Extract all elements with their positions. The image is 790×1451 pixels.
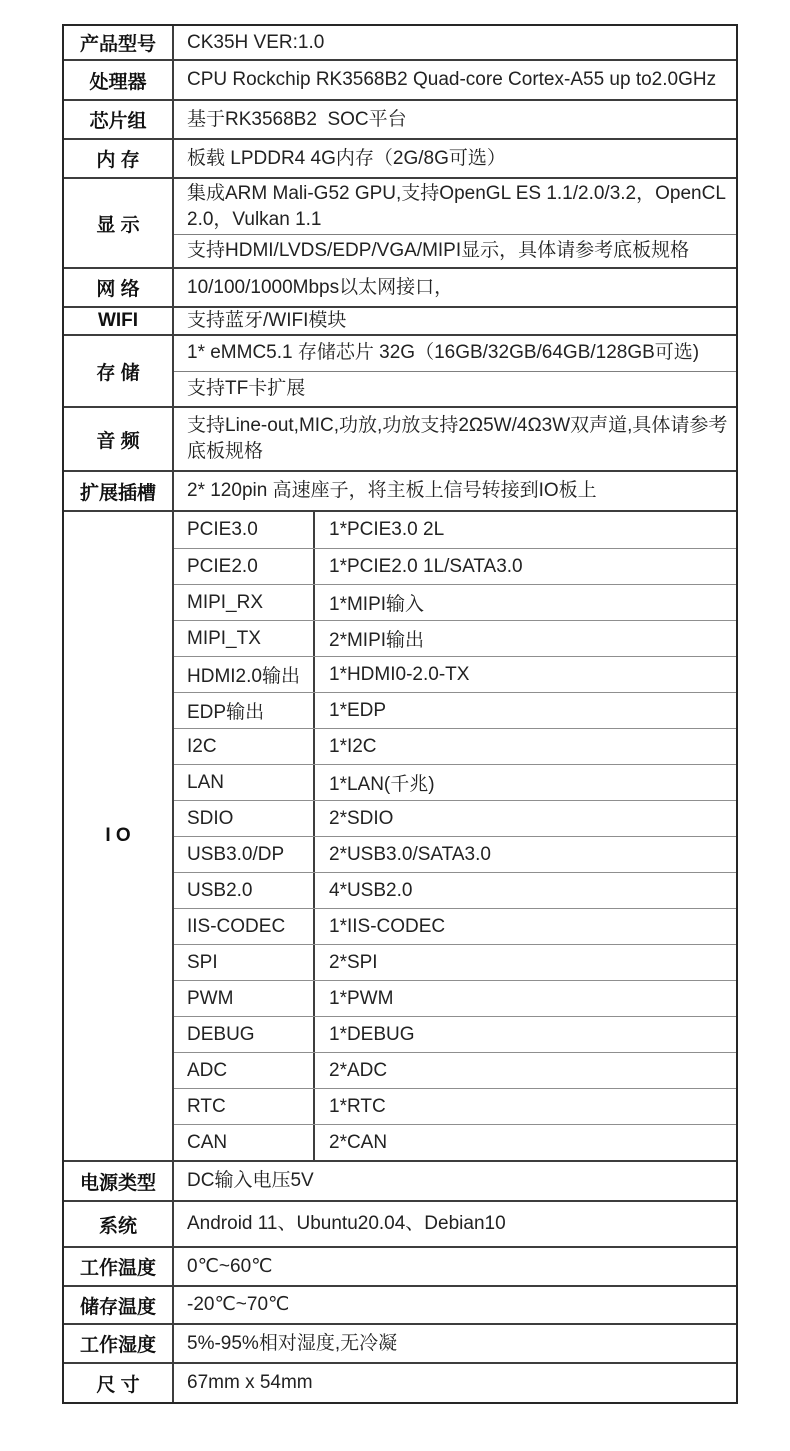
- io-row: [174, 980, 736, 1016]
- storage-subrows: [174, 336, 736, 406]
- row-value: 10/100/1000Mbps以太网接口，: [187, 276, 454, 298]
- io-name: SPI: [174, 945, 315, 980]
- io-subtable: [174, 512, 736, 1160]
- io-value: 2*ADC: [329, 1059, 388, 1081]
- io-name: PCIE3.0: [174, 512, 315, 548]
- io-name: PCIE2.0: [174, 549, 315, 584]
- io-row: [174, 728, 736, 764]
- row-wifi: [64, 306, 736, 334]
- io-name: HDMI2.0输出: [174, 657, 315, 692]
- io-value: 2*MIPI输出: [329, 630, 425, 651]
- storage-tf-value: 支持TF卡扩展: [174, 371, 736, 407]
- io-row: [174, 548, 736, 584]
- io-value: 2*CAN: [329, 1131, 388, 1153]
- row-label: 扩展插槽: [64, 472, 174, 510]
- row-expansion-slot: [64, 470, 736, 510]
- io-value: 1*IIS-CODEC: [329, 915, 446, 937]
- io-row: [174, 764, 736, 800]
- io-row: [174, 656, 736, 692]
- row-value: -20℃~70℃: [187, 1294, 290, 1315]
- row-label: 储存温度: [64, 1287, 174, 1323]
- row-value: CPU Rockchip RK3568B2 Quad-core Cortex-A55 up to2.0GHz: [187, 69, 717, 90]
- row-product-model: [64, 26, 736, 59]
- io-value: 1*HDMI0-2.0-TX: [329, 663, 470, 685]
- row-label: 存 储: [64, 336, 174, 406]
- row-value: 支持蓝牙/WIFI模块: [187, 310, 347, 331]
- row-chipset: [64, 99, 736, 138]
- io-name: IIS-CODEC: [174, 909, 315, 944]
- io-value: 4*USB2.0: [329, 879, 413, 901]
- io-row: [174, 872, 736, 908]
- storage-emmc-value: 1* eMMC5.1 存储芯片 32G（16GB/32GB/64GB/128GB可选): [187, 342, 700, 364]
- io-name: LAN: [174, 765, 315, 800]
- row-label: 电源类型: [64, 1162, 174, 1200]
- row-label: 工作温度: [64, 1248, 174, 1285]
- row-display: [64, 177, 736, 267]
- row-label: 音 频: [64, 408, 174, 470]
- row-io-section: [64, 510, 736, 1160]
- display-subrows: [174, 179, 736, 267]
- io-row: [174, 1016, 736, 1052]
- io-row: [174, 908, 736, 944]
- io-row: [174, 1088, 736, 1124]
- io-row: [174, 584, 736, 620]
- row-operating-temp: [64, 1246, 736, 1285]
- io-name: I2C: [174, 729, 315, 764]
- row-storage: [64, 334, 736, 406]
- display-output-value: 支持HDMI/LVDS/EDP/VGA/MIPI显示，具体请参考底板规格: [174, 234, 736, 267]
- io-row: [174, 800, 736, 836]
- row-label: 芯片组: [64, 101, 174, 138]
- row-label: 尺 寸: [64, 1364, 174, 1402]
- io-row: [174, 836, 736, 872]
- row-processor: [64, 59, 736, 99]
- display-gpu-value: 集成ARM Mali-G52 GPU,支持OpenGL ES 1.1/2.0/3.2，OpenCL 2.0，Vulkan 1.1: [187, 182, 731, 230]
- row-value: 67mm x 54mm: [187, 1372, 313, 1393]
- row-audio: [64, 406, 736, 470]
- row-network: [64, 267, 736, 306]
- io-value: 2*SDIO: [329, 807, 394, 829]
- io-name: CAN: [174, 1125, 315, 1160]
- row-value: 支持Line-out,MIC,功放,功放支持2Ω5W/4Ω3W双声道,具体请参考底板规格: [187, 415, 728, 462]
- io-row: [174, 692, 736, 728]
- spec-table: [62, 24, 738, 1404]
- row-value: 基于RK3568B2 SOC平台: [187, 108, 407, 130]
- io-name: MIPI_TX: [174, 621, 315, 656]
- io-value: 1*DEBUG: [329, 1023, 415, 1045]
- row-dimensions: [64, 1362, 736, 1402]
- io-name: PWM: [174, 981, 315, 1016]
- row-label: 工作湿度: [64, 1325, 174, 1362]
- row-value: 板载 LPDDR4 4G内存（2G/8G可选）: [187, 147, 506, 169]
- io-value: 1*I2C: [329, 735, 377, 757]
- row-value: 5%-95%相对湿度,无冷凝: [187, 1332, 398, 1354]
- io-name: EDP输出: [174, 693, 315, 728]
- io-value: 1*LAN(千兆): [329, 774, 435, 795]
- io-row: [174, 1052, 736, 1088]
- io-row: [174, 944, 736, 980]
- row-label: 产品型号: [64, 26, 174, 59]
- row-label: 系统: [64, 1202, 174, 1246]
- io-value: 2*USB3.0/SATA3.0: [329, 843, 491, 865]
- row-value: DC输入电压5V: [187, 1170, 314, 1191]
- row-label: 处理器: [64, 61, 174, 99]
- io-value: 1*PCIE3.0 2L: [329, 519, 445, 540]
- row-memory: [64, 138, 736, 177]
- row-label: 显 示: [64, 179, 174, 267]
- row-value: 2* 120pin 高速座子，将主板上信号转接到IO板上: [187, 480, 597, 501]
- io-name: USB2.0: [174, 873, 315, 908]
- row-label: WIFI: [64, 308, 174, 334]
- io-row: [174, 512, 736, 548]
- io-name: USB3.0/DP: [174, 837, 315, 872]
- io-value: 1*PCIE2.0 1L/SATA3.0: [329, 555, 523, 577]
- io-name: DEBUG: [174, 1017, 315, 1052]
- row-os: [64, 1200, 736, 1246]
- io-name: SDIO: [174, 801, 315, 836]
- io-value: 1*EDP: [329, 699, 387, 721]
- io-value: 1*PWM: [329, 987, 394, 1009]
- row-value: CK35H VER:1.0: [187, 31, 325, 53]
- row-storage-temp: [64, 1285, 736, 1323]
- row-label: 网 络: [64, 269, 174, 306]
- io-row: [174, 620, 736, 656]
- io-name: ADC: [174, 1053, 315, 1088]
- io-value: 1*RTC: [329, 1095, 386, 1117]
- io-row: [174, 1124, 736, 1160]
- row-label: 内 存: [64, 140, 174, 177]
- io-value: 1*MIPI输入: [329, 594, 425, 615]
- io-label: I O: [64, 512, 174, 1160]
- row-value: 0℃~60℃: [187, 1255, 273, 1277]
- io-value: 2*SPI: [329, 951, 378, 973]
- row-power-type: [64, 1160, 736, 1200]
- io-name: RTC: [174, 1089, 315, 1124]
- row-operating-humidity: [64, 1323, 736, 1362]
- row-value: Android 11、Ubuntu20.04、Debian10: [187, 1213, 506, 1234]
- io-name: MIPI_RX: [174, 585, 315, 620]
